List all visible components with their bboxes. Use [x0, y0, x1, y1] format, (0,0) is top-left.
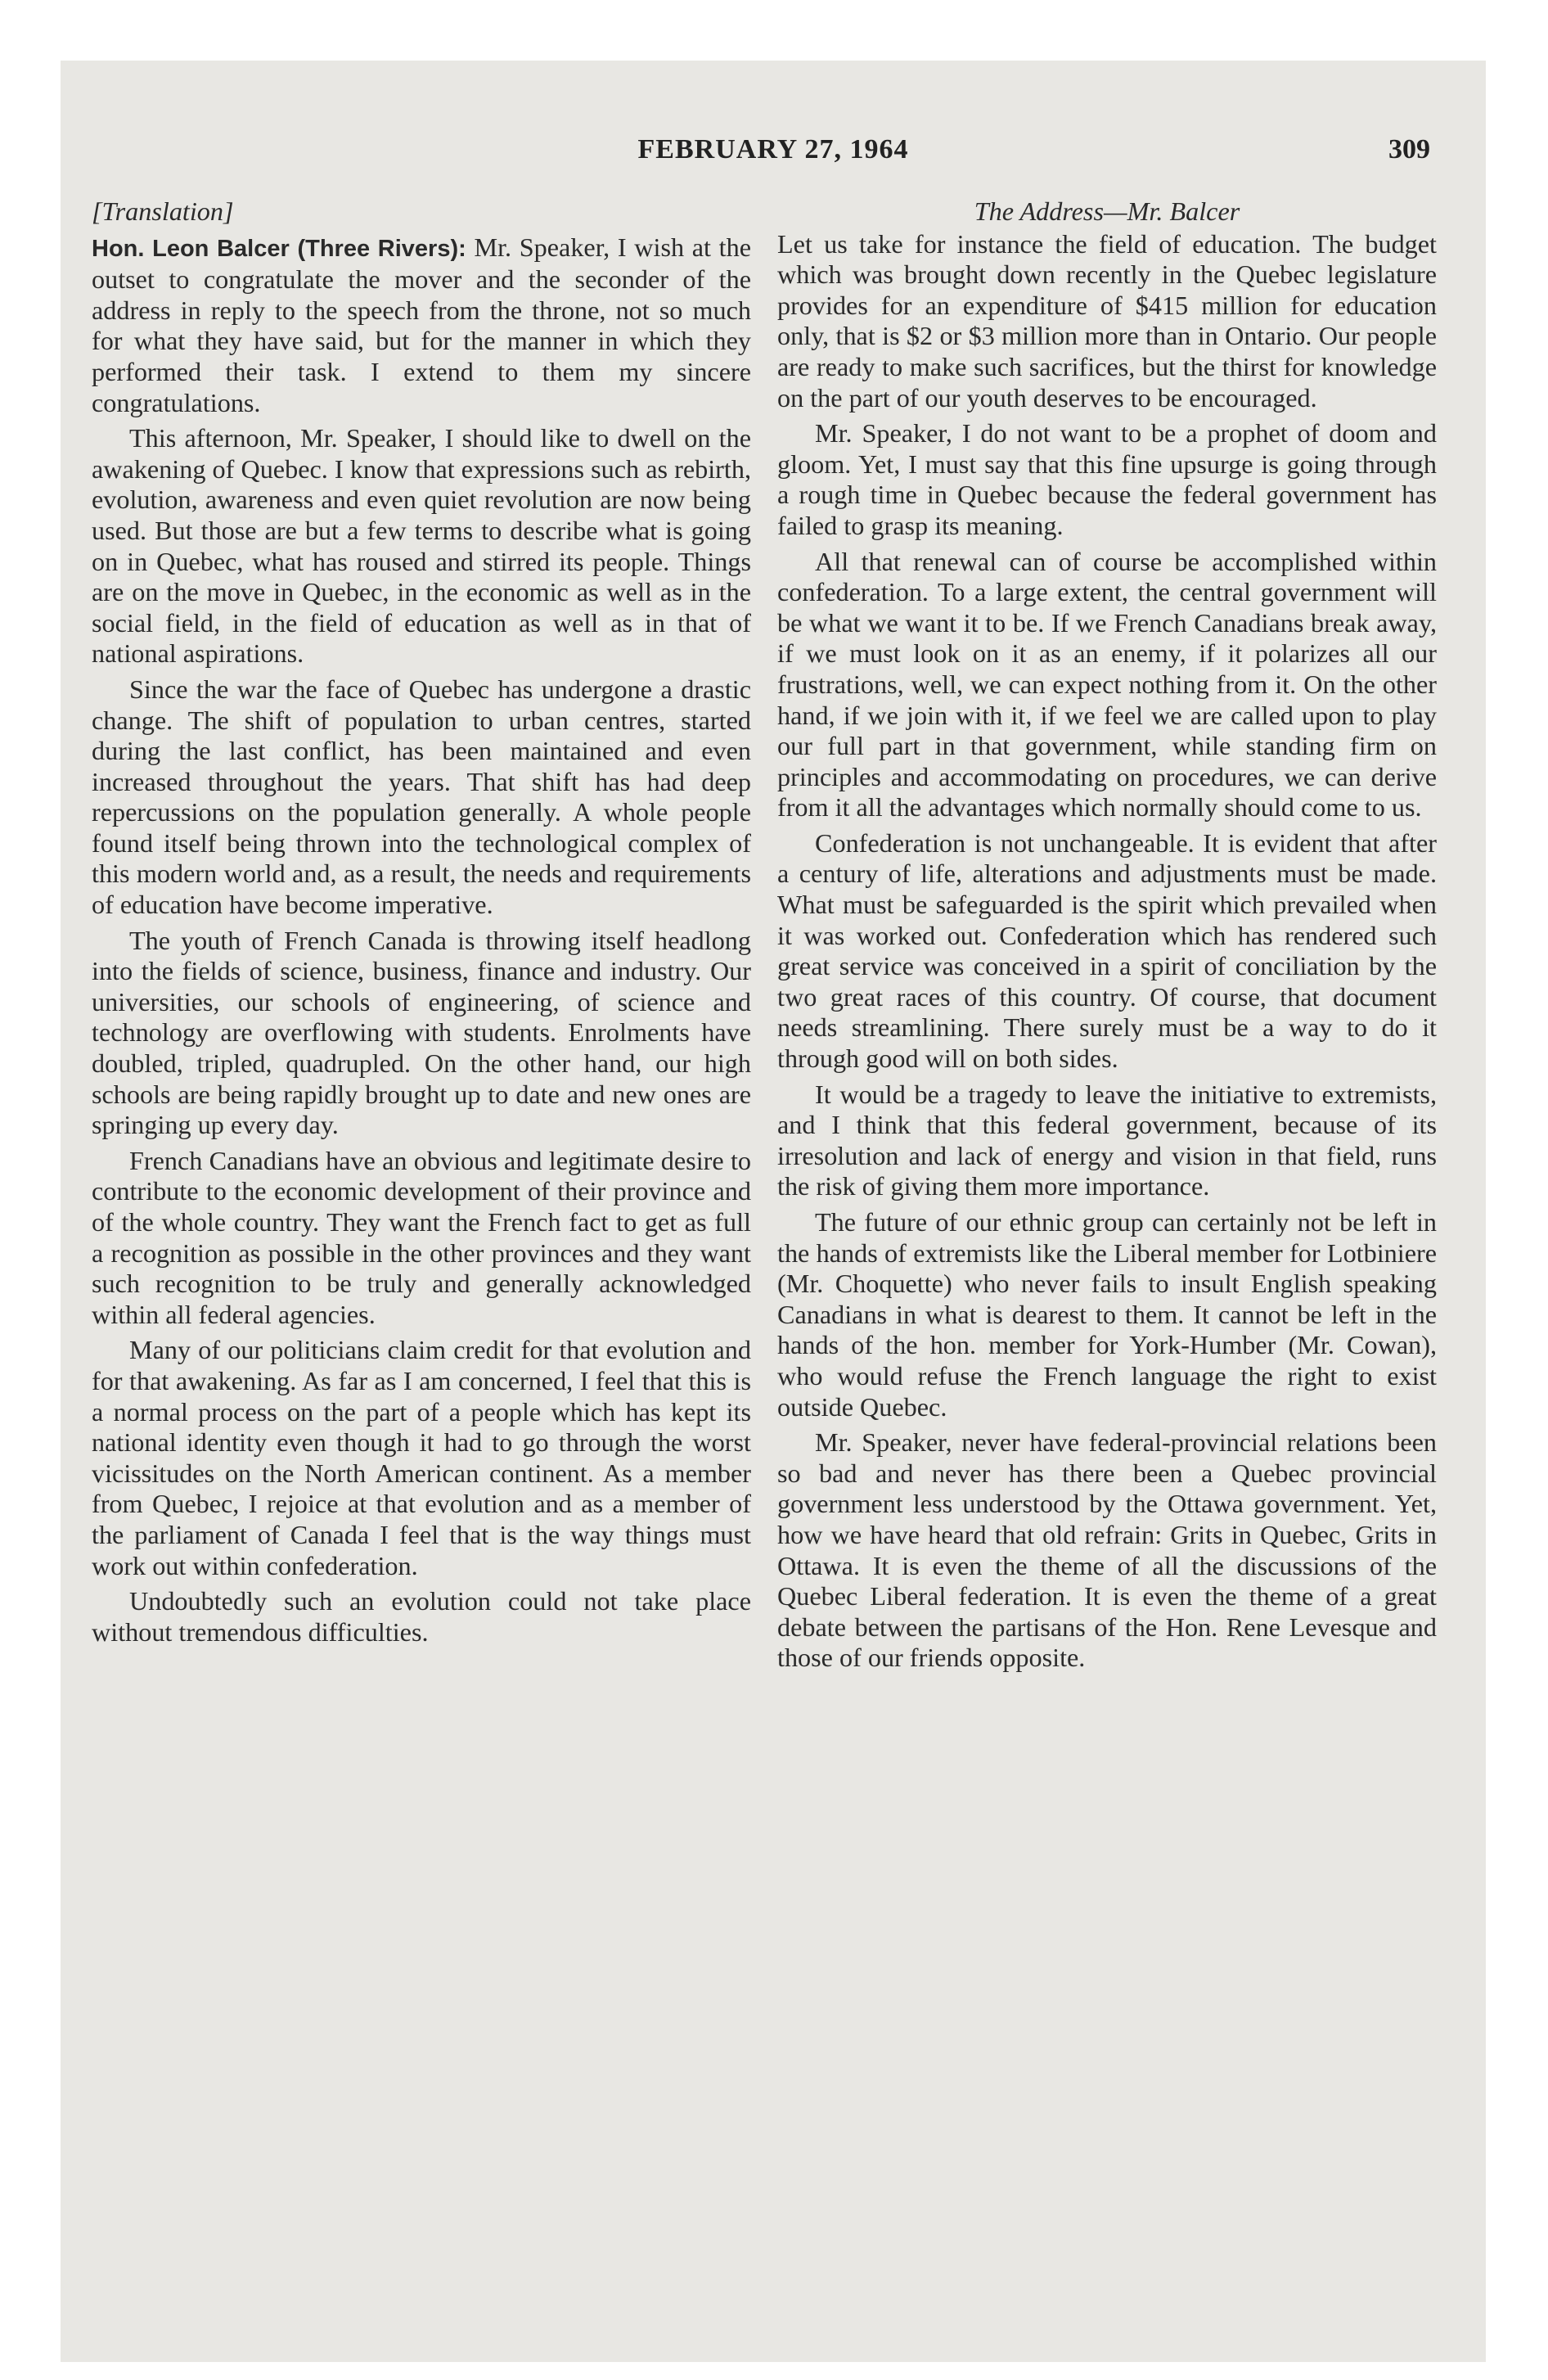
paragraph: Mr. Speaker, never have federal-provincial relations been so bad and never has there been a Quebec provincial government less understood by the Ottawa government. Yet, how we have heard that old refrain: Grits in Quebec, Grits in Ottawa. It is even the theme of all the discussions of the Quebec Liberal federation. It is even the theme of a great debate between the partisans of the Hon. Rene Levesque and those of our friends opposite.	[777, 1427, 1437, 1673]
paragraph: The future of our ethnic group can certainly not be left in the hands of extremists like the Liberal member for Lotbiniere (Mr. Choquette) who never fails to insult English speaking Canadians in what is dearest to them. It cannot be left in the hands of the hon. member for York-Humber (Mr. Cowan), who would refuse the French language the right to exist outside Quebec.	[777, 1207, 1437, 1422]
paragraph: Confederation is not unchangeable. It is evident that after a century of life, alterations and adjustments must be made. What must be safeguarded is the spirit which prevailed when it was worked out. Confederation which has rendered such great service was conceived in a spirit of conciliation by the two great races of this country. Of course, that document needs streamlining. There surely must be a way to do it through good will on both sides.	[777, 827, 1437, 1074]
paragraph	[92, 232, 751, 419]
paragraph: It would be a tragedy to leave the initiative to extremists, and I think that this federal government, because of its irresolution and lack of energy and vision in that field, runs the risk of giving them more importance.	[777, 1079, 1437, 1201]
paragraph: The youth of French Canada is throwing itself headlong into the fields of science, business, finance and industry. Our universities, our schools of engineering, of science and technology are overflowing with students. Enrolments have doubled, tripled, quadrupled. On the other hand, our high schools are being rapidly brought up to date and new ones are springing up every day.	[92, 925, 751, 1140]
right-column	[777, 196, 1437, 1679]
running-head: The Address—Mr. Balcer	[974, 196, 1240, 226]
translation-label: [Translation]	[92, 196, 234, 226]
paragraph: Many of our politicians claim credit for that evolution and for that awakening. As far as I am concerned, I feel that this is a normal process on the part of a people which has kept its national identity even though it had to go through the worst vicissitudes on the North American continent. As a member from Quebec, I rejoice at that evolution and as a member of the parliament of Canada I feel that is the way things must work out within confederation.	[92, 1335, 751, 1580]
paragraph: All that renewal can of course be accomplished within confederation. To a large extent, the central government will be what we want it to be. If we French Canadians break away, if we must look on it as an enemy, if it polarizes all our frustrations, well, we can expect nothing from it. On the other hand, if we join with it, if we feel we are called upon to play our full part in that government, while standing firm on principles and accommodating on procedures, we can derive from it all the advantages which normally should come to us.	[777, 546, 1437, 823]
page-date: FEBRUARY 27, 1964	[637, 134, 909, 165]
paragraph: Undoubtedly such an evolution could not take place without tremendous difficulties.	[92, 1586, 751, 1647]
page-header	[61, 134, 1486, 183]
speaker-name: Hon. Leon Balcer (Three Rivers):	[92, 235, 466, 262]
paragraph-text: Mr. Speaker, I wish at the outset to congratulate the mover and the seconder of the address in reply to the speech from the throne, not so much for what they have said, but for the manner in which they performed their task. I extend to them my sincere congratulations.	[92, 232, 751, 417]
scanned-page	[61, 61, 1486, 2362]
paragraph: Since the war the face of Quebec has undergone a drastic change. The shift of population to urban centres, started during the last conflict, has been maintained and even increased throughout the years. That shift has had deep repercussions on the population generally. A whole people found itself being thrown into the technological complex of this modern world and, as a result, the needs and requirements of education have become imperative.	[92, 674, 751, 920]
page-number: 309	[1388, 134, 1430, 165]
paragraph: Mr. Speaker, I do not want to be a prophet of doom and gloom. Yet, I must say that this fine upsurge is going through a rough time in Quebec because the federal government has failed to grasp its meaning.	[777, 418, 1437, 540]
paragraph: French Canadians have an obvious and legitimate desire to contribute to the economic development of their province and of the whole country. They want the French fact to get as full a recognition as possible in the other provinces and they want such recognition to be truly and generally acknowledged within all federal agencies.	[92, 1145, 751, 1329]
paragraph: This afternoon, Mr. Speaker, I should like to dwell on the awakening of Quebec. I know that expressions such as rebirth, evolution, awareness and even quiet revolution are now being used. But those are but a few terms to describe what is going on in Quebec, what has roused and stirred its people. Things are on the move in Quebec, in the economic as well as in the social field, in the field of education as well as in that of national aspirations.	[92, 423, 751, 669]
left-column	[92, 196, 751, 1652]
paragraph: Let us take for instance the field of education. The budget which was brought down recently in the Quebec legislature provides for an expenditure of $415 million for education only, that is $2 or $3 million more than in Ontario. Our people are ready to make such sacrifices, but the thirst for knowledge on the part of our youth deserves to be encouraged.	[777, 228, 1437, 412]
